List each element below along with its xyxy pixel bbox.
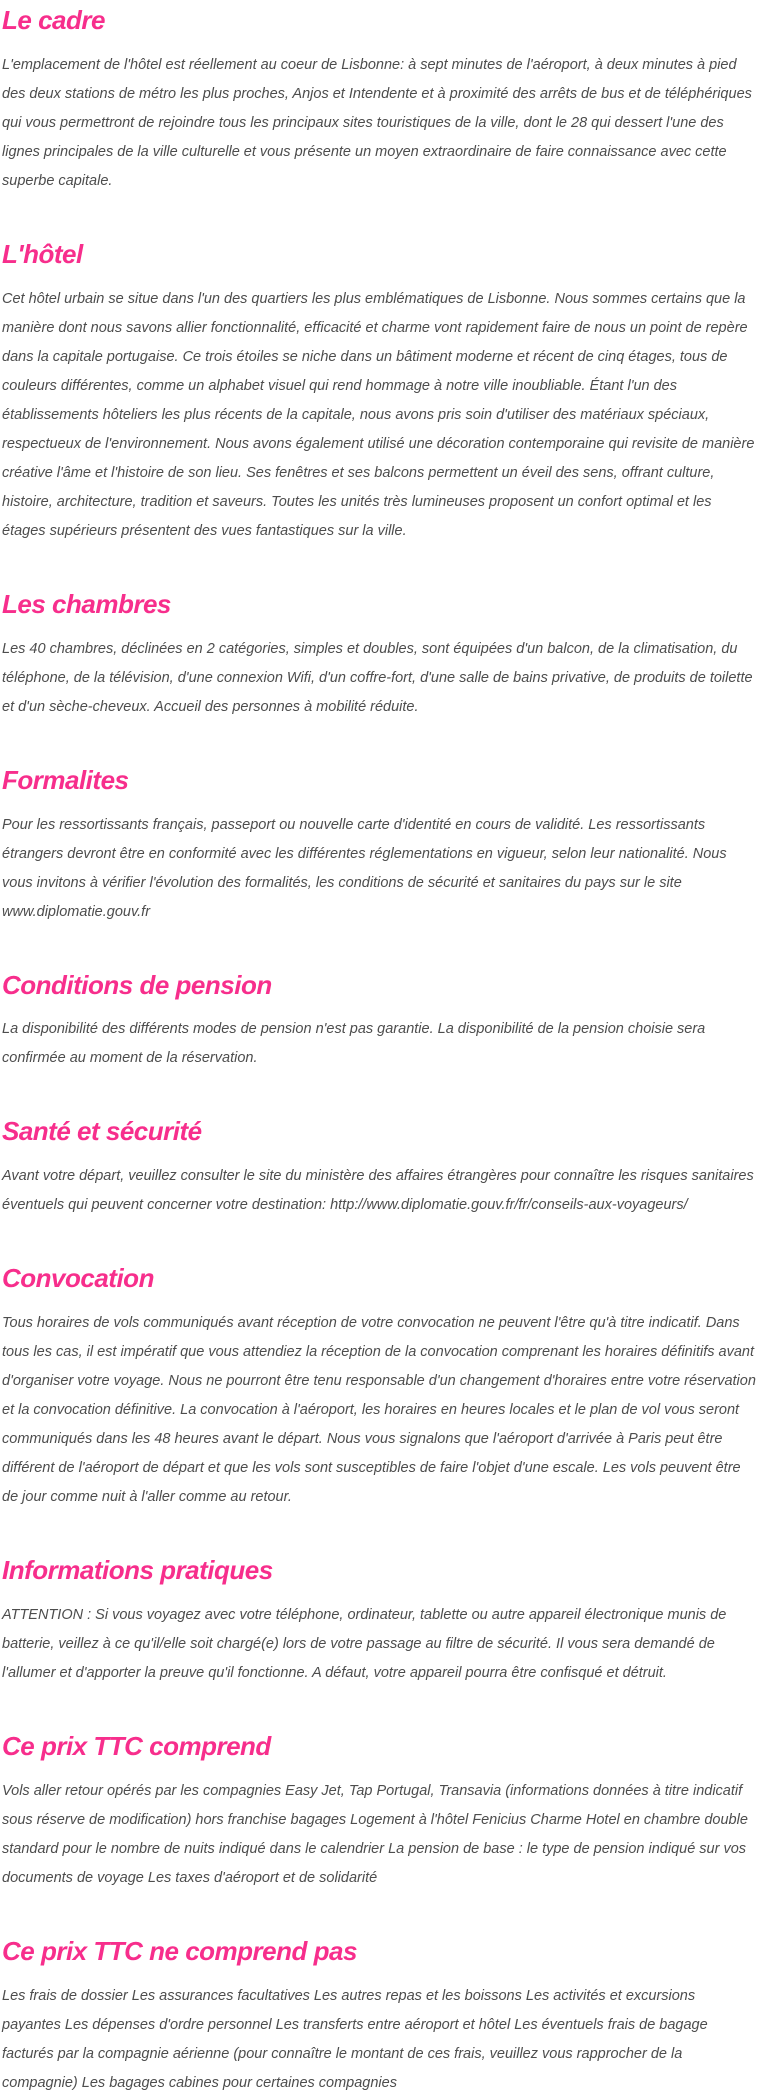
paragraph-sante-securite: Avant votre départ, veuillez consulter le site du ministère des affaires étrangères pour connaître les risques sanitaires éventuels qui peuvent concerner votre destination: http://www.diplomatie.gouv.fr/fr/conseils-aux-voyageurs/ — [2, 1168, 754, 1214]
section-convocation — [2, 1264, 756, 1512]
heading-prix-ne-comprend-pas: Ce prix TTC ne comprend pas — [2, 1936, 357, 1967]
heading-prix-comprend: Ce prix TTC comprend — [2, 1731, 271, 1762]
paragraph-chambres: Les 40 chambres, déclinées en 2 catégories, simples et doubles, sont équipées d'un balcon, de la climatisation, du téléphone, de la télévision, d'une connexion Wifi, d'un coffre-fort, d'une salle de bains privative, de produits de toilette et d'un sèche-cheveux. Accueil des personnes à mobilité réduite. — [2, 640, 753, 715]
heading-hotel: L'hôtel — [2, 238, 83, 269]
heading-le-cadre: Le cadre — [2, 5, 105, 35]
heading-formalites: Formalites — [2, 764, 129, 795]
paragraph-hotel: Cet hôtel urbain se situe dans l'un des quartiers les plus emblématiques de Lisbonne. Nous sommes certains que la manière dont nous savons allier fonctionnalité, efficacité et charme vont rapidement faire de nous un point de repère dans la capitale portugaise. Ce trois étoiles se niche dans un bâtiment moderne et récent de cinq étages, tous de couleurs différentes, comme un alphabet visuel qui rend hommage à notre ville inoubliable. Étant l'un des établissements hôteliers les plus récents de la capitale, nous avons pris soin d'utiliser des matériaux spéciaux, respectueux de l'environnement. Nous avons également utilisé une décoration contemporaine qui revisite de manière créative l'âme et l'histoire de son lieu. Ses fenêtres et ses balcons permettent un éveil des sens, offrant culture, histoire, architecture, tradition et saveurs. Toutes les unités très lumineuses proposent un confort optimal et les étages supérieurs présentent des vues fantastiques sur la ville. — [2, 290, 755, 539]
section-formalites — [2, 766, 756, 927]
heading-conditions-pension: Conditions de pension — [2, 969, 272, 1000]
section-prix-ne-comprend-pas — [2, 1937, 756, 2098]
section-conditions-pension — [2, 971, 756, 1074]
paragraph-convocation: Tous horaires de vols communiqués avant réception de votre convocation ne peuvent l'être qu'à titre indicatif. Dans tous les cas, il est impératif que vous attendiez la réception de la convocation comprenant les horaires définitifs avant d'organiser votre voyage. Nous ne pourront être tenu responsable d'un changement d'horaires entre votre réservation et la convocation définitive. La convocation à l'aéroport, les horaires en heures locales et le plan de vol vous seront communiqués dans les 48 heures avant le départ. Nous vous signalons que l'aéroport d'arrivée à Paris peut être différent de l'aéroport de départ et que les vols sont susceptibles de faire l'objet d'une escale. Les vols peuvent être de jour comme nuit à l'aller comme au retour. — [2, 1315, 756, 1506]
paragraph-conditions-pension: La disponibilité des différents modes de pension n'est pas garantie. La disponibilité de la pension choisie sera confirmée au moment de la réservation. — [2, 1021, 706, 1067]
section-chambres — [2, 590, 756, 722]
section-prix-comprend — [2, 1732, 756, 1893]
heading-chambres: Les chambres — [2, 588, 171, 619]
paragraph-le-cadre: L'emplacement de l'hôtel est réellement au coeur de Lisbonne: à sept minutes de l'aéroport, à deux minutes à pied des deux stations de métro les plus proches, Anjos et Intendente et à proximité des arrêts de bus et de téléphériques qui vous permettront de rejoindre tous les principaux sites touristiques de la ville, dont le 28 qui dessert l'une des lignes principales de la ville culturelle et vous présente un moyen extraordinaire de faire connaissance avec cette superbe capitale. — [2, 56, 752, 189]
paragraph-informations-pratiques: ATTENTION : Si vous voyagez avec votre téléphone, ordinateur, tablette ou autre appareil électronique munis de batterie, veillez à ce qu'il/elle soit chargé(e) lors de votre passage au filtre de sécurité. Il vous sera demandé de l'allumer et d'apporter la preuve qu'il fonctionne. A défaut, votre appareil pourra être confisqué et détruit. — [2, 1607, 727, 1682]
section-sante-securite — [2, 1117, 756, 1220]
paragraph-prix-ne-comprend-pas: Les frais de dossier Les assurances facultatives Les autres repas et les boissons Les activités et excursions payantes Les dépenses d'ordre personnel Les transferts entre aéroport et hôtel Les éventuels frais de bagage facturés par la compagnie aérienne (pour connaître le montant de ces frais, veuillez vous rapprocher de la compagnie) Les bagages cabines pour certaines compagnies — [2, 1987, 708, 2091]
paragraph-prix-comprend: Vols aller retour opérés par les compagnies Easy Jet, Tap Portugal, Transavia (informations données à titre indicatif sous réserve de modification) hors franchise bagages Logement à l'hôtel Fenicius Charme Hotel en chambre double standard pour le nombre de nuits indiqué dans le calendrier La pension de base : le type de pension indiqué sur vos documents de voyage Les taxes d'aéroport et de solidarité — [2, 1783, 748, 1887]
heading-informations-pratiques: Informations pratiques — [2, 1555, 273, 1586]
section-informations-pratiques — [2, 1556, 756, 1688]
paragraph-formalites: Pour les ressortissants français, passeport ou nouvelle carte d'identité en cours de validité. Les ressortissants étrangers devront être en conformité avec les différentes réglementations en vigueur, selon leur nationalité. Nous vous invitons à vérifier l'évolution des formalités, les conditions de sécurité et sanitaires du pays sur le site www.diplomatie.gouv.fr — [2, 816, 727, 920]
section-le-cadre — [2, 6, 756, 196]
section-hotel — [2, 240, 756, 546]
heading-convocation: Convocation — [2, 1263, 154, 1294]
heading-sante-securite: Santé et sécurité — [2, 1116, 202, 1147]
